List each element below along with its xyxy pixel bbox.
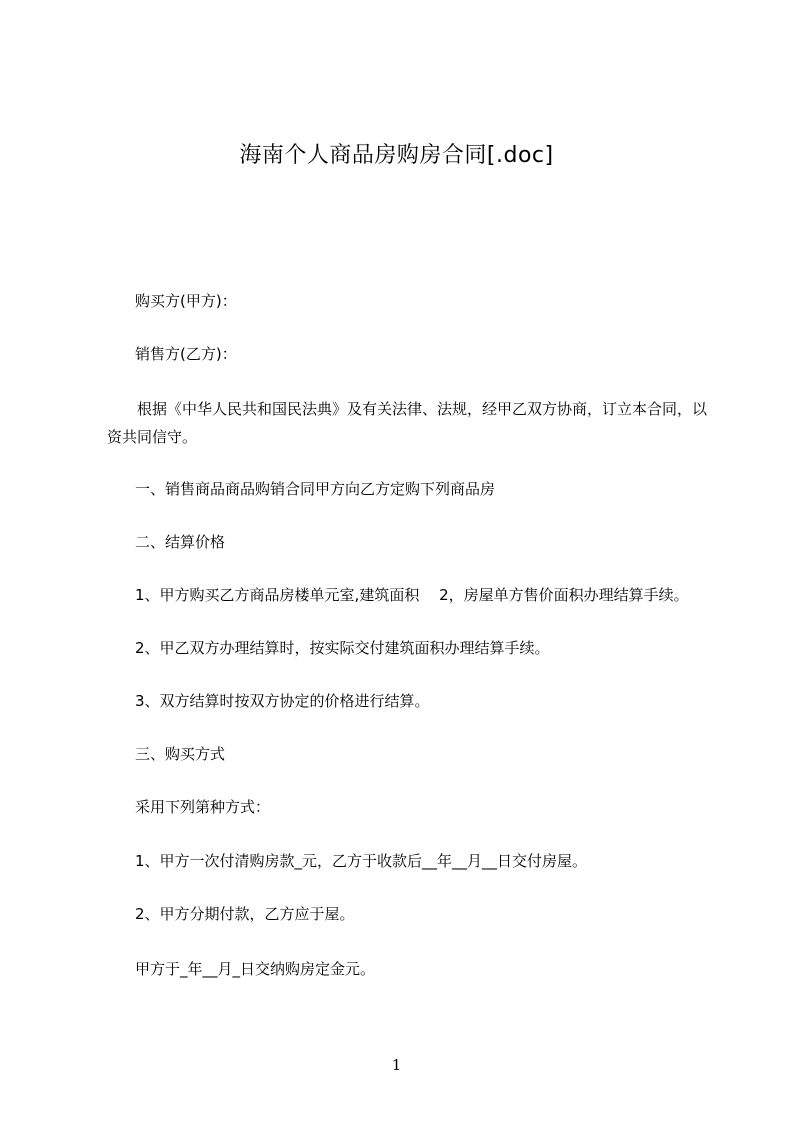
page-number: 1 [391, 1056, 402, 1074]
section-one-heading: 一、销售商品商品购销合同甲方向乙方定购下列商品房 [135, 480, 496, 498]
payment-method-intro: 采用下列第种方式： [135, 798, 271, 816]
preamble-paragraph: 根据《中华人民共和国民法典》及有关法律、法规，经甲乙双方协商，订立本合同，以资共同信守。 [107, 400, 708, 446]
seller-line: 销售方(乙方)： [135, 345, 237, 363]
clause-2-3: 3、双方结算时按双方协定的价格进行结算。 [135, 692, 430, 710]
buyer-line: 购买方(甲方)： [135, 292, 237, 310]
section-two-heading: 二、结算价格 [135, 533, 226, 551]
deposit-line: 甲方于_年__月_日交纳购房定金元。 [135, 960, 376, 978]
payment-option-1: 1、甲方一次付清购房款_元，乙方于收款后__年__月__日交付房屋。 [135, 852, 588, 870]
clause-2-1: 1、甲方购买乙方商品房楼单元室,建筑面积 2，房屋单方售价面积办理结算手续。 [135, 586, 689, 604]
section-three-heading: 三、购买方式 [135, 745, 226, 763]
payment-option-2: 2、甲方分期付款，乙方应于屋。 [135, 905, 355, 923]
clause-2-2: 2、甲乙双方办理结算时，按实际交付建筑面积办理结算手续。 [135, 639, 550, 657]
document-title: 海南个人商品房购房合同[.doc] [239, 143, 554, 168]
